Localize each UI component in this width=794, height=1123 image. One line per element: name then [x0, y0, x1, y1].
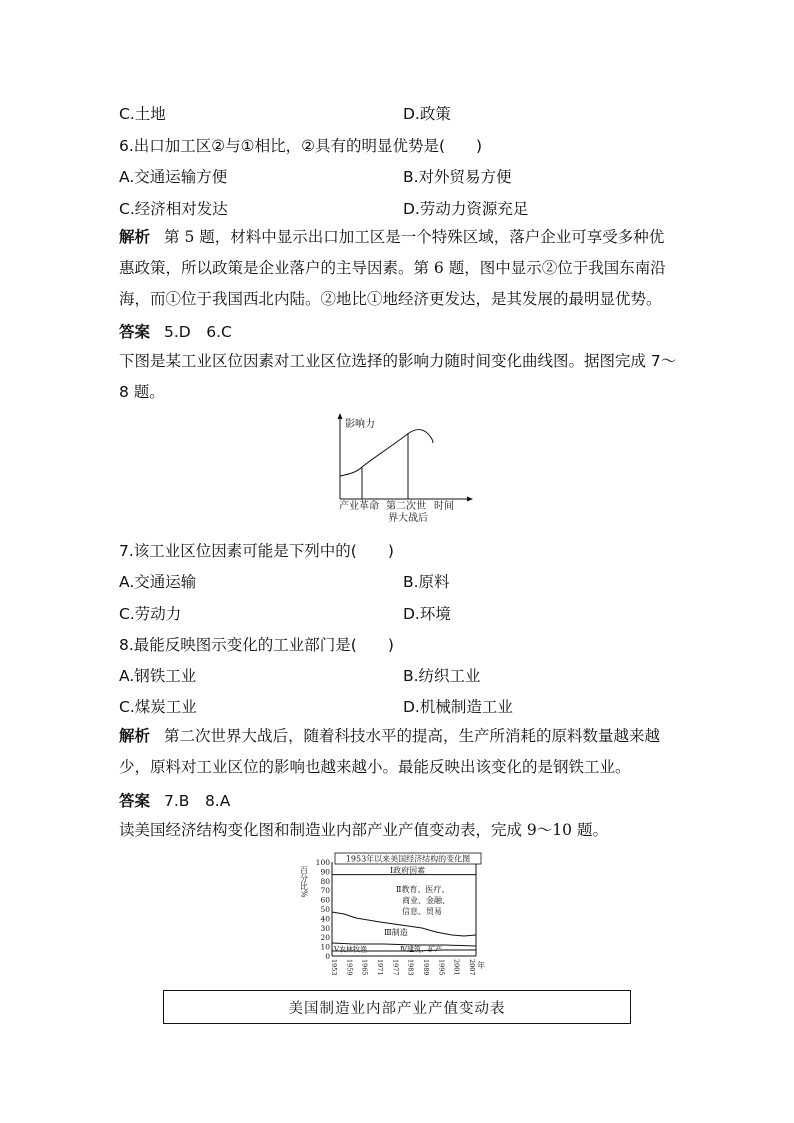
- region-services-label-3: 信息、贸易: [402, 907, 442, 916]
- q6-stem: 6.出口加工区②与①相比，②具有的明显优势是( ): [119, 137, 483, 155]
- x-tick-label: 1971: [376, 959, 384, 976]
- analysis-label: 解析: [119, 727, 151, 745]
- intro-q7-8: 下图是某工业区位因素对工业区位选择的影响力随时间变化曲线图。据图完成 7～8 题。: [119, 352, 677, 401]
- y-tick-label: 50: [320, 905, 330, 914]
- x-tick-label: 1983: [406, 959, 415, 976]
- y-tick-label: 30: [320, 923, 330, 933]
- q7-option-a: A.交通运输: [119, 573, 197, 591]
- us-economic-structure-chart: [294, 852, 512, 980]
- influence-curve: [340, 429, 433, 476]
- chart2-x-unit: 年: [477, 961, 485, 970]
- q7-stem: 7.该工业区位因素可能是下列中的( ): [119, 542, 394, 560]
- q7-option-d: D.环境: [403, 605, 451, 623]
- region-gov-label: Ⅰ政府因素: [390, 866, 426, 875]
- y-tick-label: 70: [320, 886, 330, 896]
- q5-option-c: C.土地: [119, 105, 166, 123]
- x-tick-label: 1995: [437, 959, 446, 976]
- chart1-xlabel: 时间: [434, 501, 454, 512]
- region-services-label-1: Ⅱ教育、医疗、: [396, 885, 450, 894]
- region-manufacturing-label: Ⅲ制造: [384, 928, 408, 937]
- region-construction-label: Ⅳ建筑、矿产: [400, 945, 442, 954]
- q6-option-a: A.交通运输方便: [119, 168, 228, 186]
- q8-stem: 8.最能反映图示变化的工业部门是( ): [119, 636, 394, 654]
- y-tick-label: 0: [325, 952, 330, 961]
- x-tick-label: 1977: [391, 959, 400, 976]
- x-tick-label: 2007: [468, 959, 476, 976]
- chart2-x-ticks: [330, 959, 476, 976]
- analysis-1: [119, 222, 679, 315]
- y-tick-label: 10: [320, 942, 330, 952]
- answer-2: [119, 789, 230, 811]
- answer-text: 5.D 6.C: [164, 323, 232, 341]
- chart1-mark-industrial-revolution: 产业革命: [339, 501, 379, 512]
- chart2-ylabel: 百分比%: [299, 866, 309, 898]
- region-services-label-2: 商业、金融、: [402, 896, 450, 905]
- q7-option-c: C.劳动力: [119, 605, 182, 623]
- x-axis-arrow: [467, 497, 473, 502]
- answer-label: 答案: [119, 323, 151, 341]
- q8-option-d: D.机械制造工业: [403, 698, 513, 716]
- analysis-2: [119, 721, 679, 783]
- intro-q9-10: 读美国经济结构变化图和制造业内部产业产值变动表，完成 9～10 题。: [119, 821, 608, 839]
- x-tick-label: 2001: [452, 959, 461, 976]
- q5-option-d: D.政策: [403, 105, 451, 123]
- q8-option-c: C.煤炭工业: [119, 698, 197, 716]
- answer-1: [119, 320, 232, 342]
- x-tick-label: 1989: [422, 959, 430, 976]
- y-tick-label: 20: [320, 933, 330, 943]
- analysis-text: 第二次世界大战后，随着科技水平的提高，生产所消耗的原料数量越来越少，原料对工业区位的影响也越来越小。最能反映出该变化的是钢铁工业。: [119, 727, 661, 776]
- y-tick-label: 90: [320, 867, 330, 877]
- x-tick-label: 1965: [360, 959, 369, 976]
- answer-label: 答案: [119, 792, 151, 810]
- analysis-label: 解析: [119, 228, 151, 246]
- q6-option-b: B.对外贸易方便: [403, 168, 512, 186]
- chart2-y-ticks: [316, 858, 331, 961]
- chart2-title: 1953年以来美国经济结构的变化图: [345, 854, 471, 864]
- y-tick-label: 100: [315, 858, 330, 867]
- x-tick-label: 1953: [330, 959, 338, 976]
- influence-curve-chart: [330, 412, 480, 527]
- table-title: 美国制造业内部产业产值变动表: [163, 990, 631, 1024]
- y-tick-label: 60: [320, 895, 330, 905]
- y-axis-arrow: [338, 413, 343, 419]
- region-agriculture-label: Ⅴ农林牧渔: [334, 945, 368, 954]
- x-tick-label: 1959: [345, 959, 354, 976]
- q8-option-b: B.纺织工业: [403, 667, 481, 685]
- q6-option-d: D.劳动力资源充足: [403, 200, 529, 218]
- y-tick-label: 40: [320, 914, 330, 924]
- q6-option-c: C.经济相对发达: [119, 200, 228, 218]
- y-tick-label: 80: [320, 876, 330, 886]
- analysis-text: 第 5 题，材料中显示出口加工区是一个特殊区域，落户企业可享受多种优惠政策，所以政策是企业落户的主导因素。第 6 题，图中显示②位于我国东南沿海，而①位于我国西北内陆。②地比①地经济更发达，是其发展的最明显优势。: [119, 228, 666, 308]
- answer-text: 7.B 8.A: [164, 792, 231, 810]
- q7-option-b: B.原料: [403, 573, 450, 591]
- chart1-ylabel: 影响力: [345, 419, 375, 430]
- q8-option-a: A.钢铁工业: [119, 667, 197, 685]
- chart1-mark-post-ww2-line1: 第二次世: [386, 501, 426, 512]
- chart1-mark-post-ww2-line2: 界大战后: [388, 513, 428, 524]
